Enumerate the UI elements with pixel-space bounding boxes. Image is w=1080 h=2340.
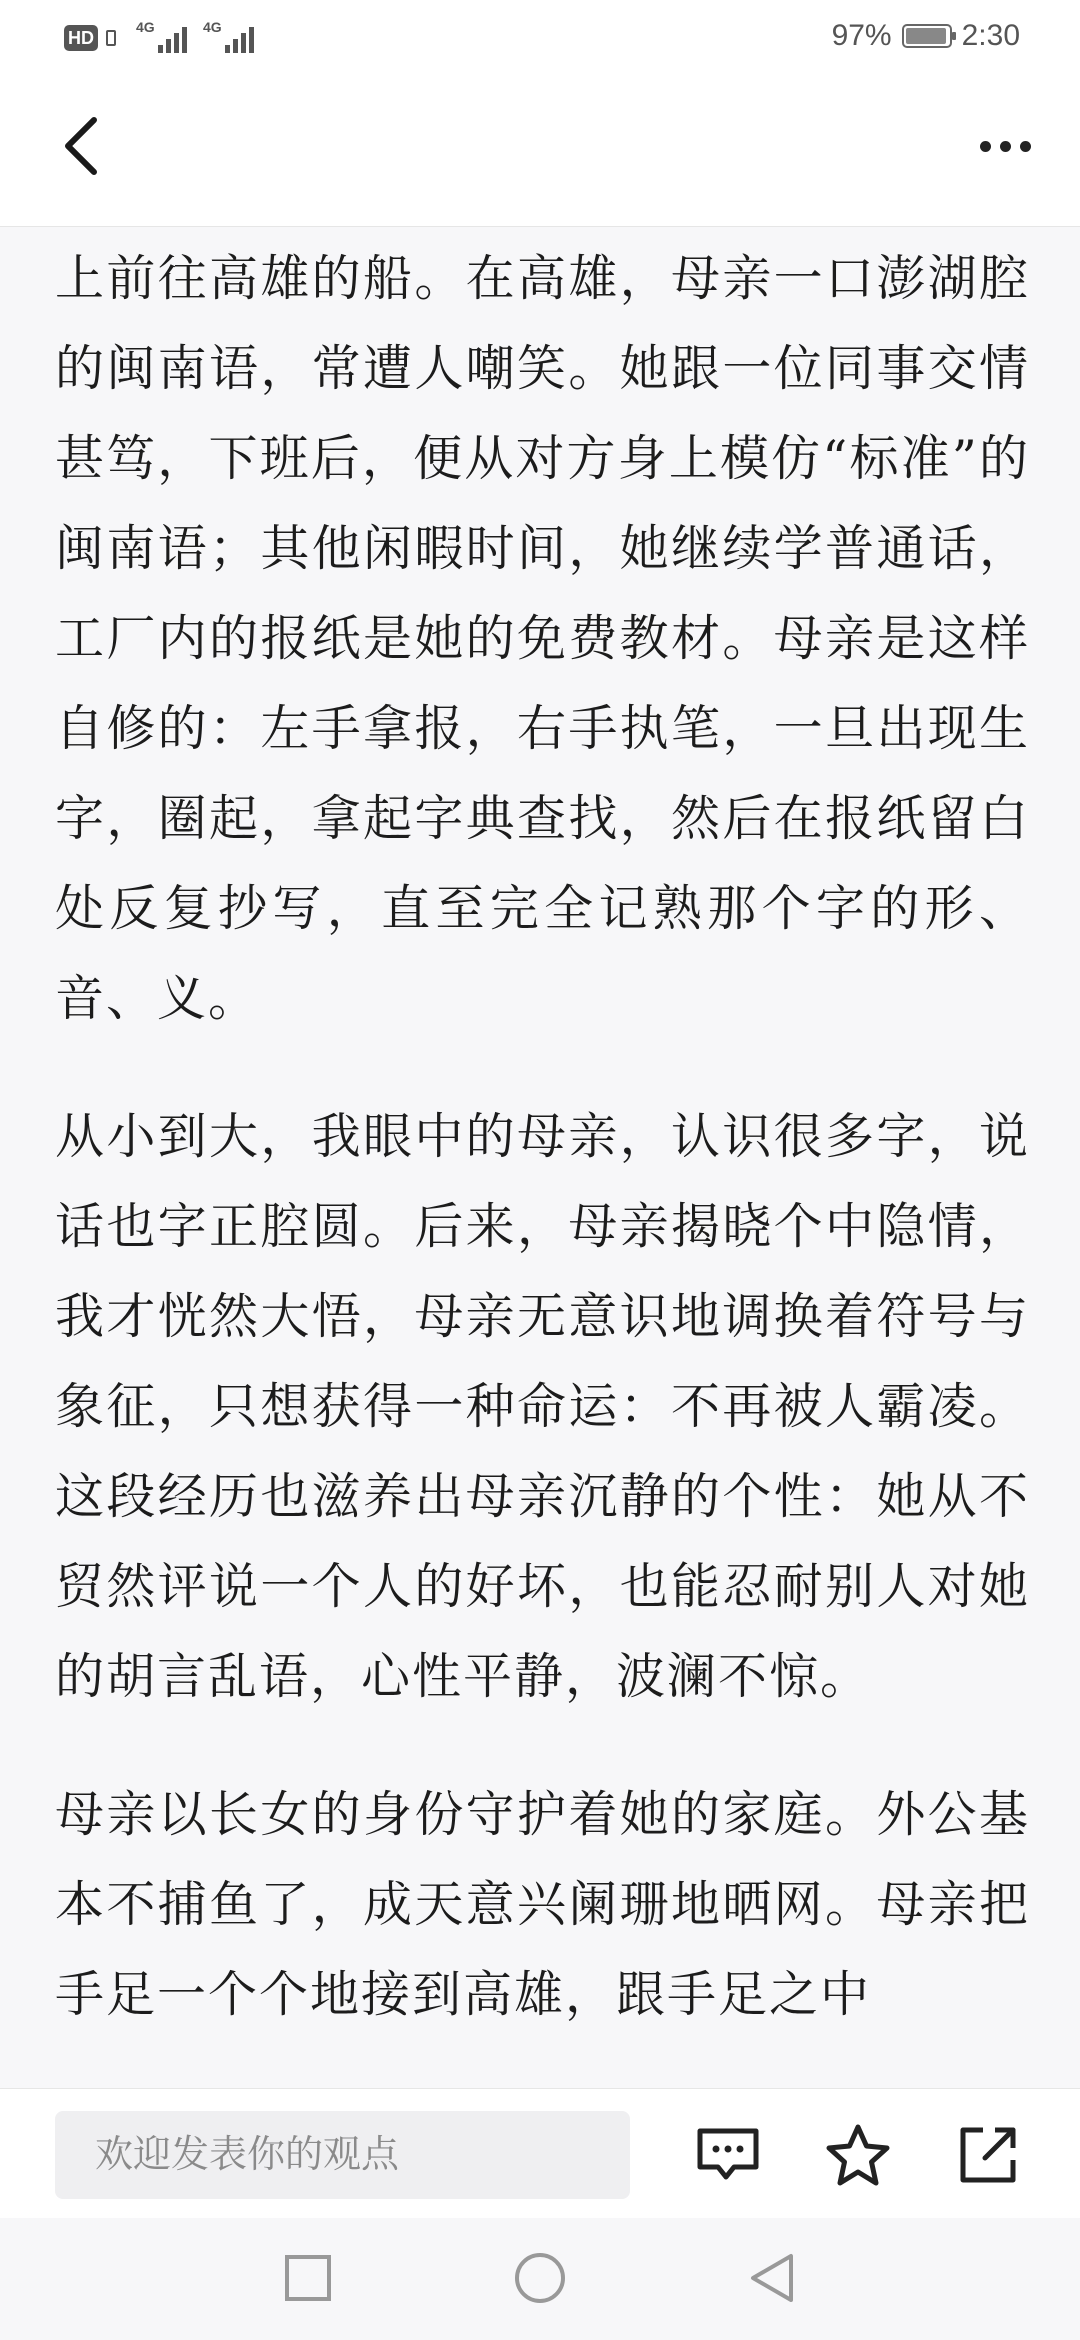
home-button[interactable]: [510, 2248, 570, 2308]
square-recents-icon: [284, 2254, 332, 2302]
circle-home-icon: [513, 2251, 567, 2305]
system-navigation-bar: [0, 2218, 1080, 2340]
top-nav-bar: [0, 72, 1080, 227]
status-bar: [0, 0, 1080, 72]
more-horizontal-icon: [980, 141, 991, 152]
back-button[interactable]: [40, 106, 120, 186]
status-left: [64, 18, 254, 58]
network-type-label: 4G: [203, 19, 222, 35]
network-type-label: 4G: [136, 19, 155, 35]
signal-icon-sim2: [203, 19, 254, 53]
recents-button[interactable]: [278, 2248, 338, 2308]
comment-input[interactable]: [55, 2111, 630, 2199]
more-options-button[interactable]: [960, 106, 1050, 186]
article-paragraph: 母亲以长女的身份守护着她的家庭。外公基本不捕鱼了，成天意兴阑珊地晒网。母亲把手足一个个地接到高雄，跟手足之中: [55, 1786, 1030, 2023]
star-icon: [824, 2122, 892, 2188]
hd-badge: HD: [64, 25, 98, 51]
system-back-button[interactable]: [742, 2248, 802, 2308]
signal-icon-sim1: [136, 19, 187, 53]
comment-bar: [0, 2088, 1080, 2219]
triangle-back-icon: [748, 2252, 796, 2304]
chevron-left-icon: [60, 114, 100, 178]
article-body: [55, 234, 1030, 2084]
battery-percent: 97%: [831, 19, 892, 52]
article-paragraph: 从小到大，我眼中的母亲，认识很多字，说话也字正腔圆。后来，母亲揭晓个中隐情，我才恍然大悟，母亲无意识地调换着符号与象征，只想获得一种命运：不再被人霸凌。这段经历也滋养出母亲沉静的个性：她从不贸然评说一个人的好坏，也能忍耐别人对她的胡言乱语，心性平静，波澜不惊。: [55, 1108, 1030, 1705]
battery-icon: [902, 24, 952, 48]
status-right: [832, 14, 1020, 58]
share-icon: [957, 2124, 1019, 2186]
sim-icon: [106, 30, 116, 46]
favorite-button[interactable]: [820, 2117, 896, 2193]
share-button[interactable]: [950, 2117, 1026, 2193]
comments-button[interactable]: [690, 2117, 766, 2193]
more-dot: [1000, 141, 1011, 152]
comment-icon: [694, 2125, 762, 2185]
article-paragraph: 上前往高雄的船。在高雄，母亲一口澎湖腔的闽南语，常遭人嘲笑。她跟一位同事交情甚笃，下班后，便从对方身上模仿“标准”的闽南语；其他闲暇时间，她继续学普通话，工厂内的报纸是她的免费教材。母亲是这样自修的：左手拿报，右手执笔，一旦出现生字，圈起，拿起字典查找，然后在报纸留白处反复抄写，直至完全记熟那个字的形、音、义。: [55, 250, 1030, 1027]
clock: 2:30: [961, 19, 1020, 52]
more-dot: [1020, 141, 1031, 152]
